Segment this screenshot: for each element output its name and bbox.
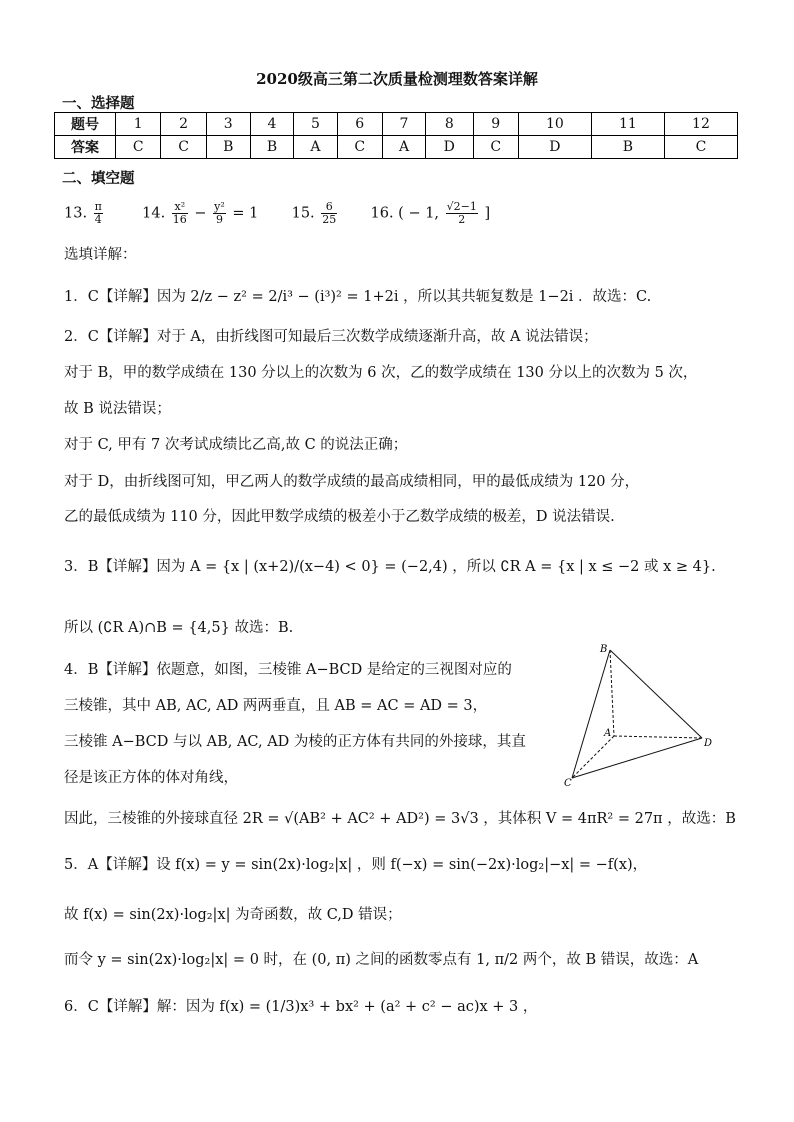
q14-minus: − — [194, 205, 207, 222]
table-row — [55, 113, 738, 136]
table-cell: D — [518, 136, 591, 159]
table-cell: 11 — [591, 113, 664, 136]
q16-fraction: $\frac{√2-1}{2}$ — [446, 200, 477, 226]
explain-line-6: 对于 D，由折线图可知，甲乙两人的数学成绩的最高成绩相同，甲的最低成绩为 120 分， — [64, 474, 640, 490]
explain-line-4: 故 B 说法错误； — [64, 401, 171, 417]
explain-line-16: 故 f(x) = sin(2x)·log₂|x| 为奇函数，故 C,D 错误； — [64, 907, 402, 923]
explain-line-10: 4．B【详解】依题意，如图，三棱锥 A−BCD 是给定的三视图对应的 — [64, 662, 512, 678]
page-title: 2020级高三第二次质量检测理数答案详解 — [256, 70, 538, 88]
table-cell: C — [116, 136, 161, 159]
table-cell: 8 — [426, 113, 473, 136]
q14-fraction-a: $\frac{\text{x²}}{16}$ — [172, 200, 187, 226]
table-cell: 4 — [250, 113, 294, 136]
edge-bd — [610, 650, 702, 738]
explain-line-2: 2．C【详解】对于 A，由折线图可知最后三次数学成绩逐渐升高，故 A 说法错误； — [64, 329, 598, 345]
section-choice-heading: 一、选择题 — [62, 95, 135, 112]
explain-line-8: 3．B【详解】因为 A = {x | (x+2)/(x−4) < 0} = (−2,4) ，所以 ∁R A = {x | x ≤ −2 或 x ≥ 4}. — [64, 559, 716, 575]
q16-suffix: ] — [484, 205, 491, 222]
table-header-cell: 题号 — [55, 113, 116, 136]
explain-line-18: 6．C【详解】解：因为 f(x) = (1/3)x³ + bx² + (a² + c² − ac)x + 3 ， — [64, 999, 538, 1015]
explain-line-3: 对于 B，甲的数学成绩在 130 分以上的次数为 6 次，乙的数学成绩在 130 分以上的次数为 5 次， — [64, 365, 698, 381]
table-cell: C — [473, 136, 518, 159]
table-cell: 10 — [518, 113, 591, 136]
q15-label: 15. — [291, 205, 315, 222]
table-cell: 9 — [473, 113, 518, 136]
table-cell: 2 — [161, 113, 206, 136]
explain-line-1: 1．C【详解】因为 2/z − z² = 2/i³ − (i³)² = 1+2i ，所以其共轭复数是 1−2i ．故选：C. — [64, 289, 652, 305]
explain-line-15: 5．A【详解】设 f(x) = y = sin(2x)·log₂|x| ，则 f(−x) = sin(−2x)·log₂|−x| = −f(x)， — [64, 857, 648, 873]
table-cell: 12 — [664, 113, 737, 136]
table-cell: 7 — [382, 113, 425, 136]
fill-answers — [64, 201, 490, 226]
explain-line-11: 三棱锥，其中 AB, AC, AD 两两垂直，且 AB = AC = AD = 3， — [64, 698, 488, 714]
explain-line-7: 乙的最低成绩为 110 分，因此甲数学成绩的极差小于乙数学成绩的极差，D 说法错误. — [64, 509, 615, 525]
vertex-label-d: D — [704, 738, 713, 749]
explain-line-14: 因此，三棱锥的外接球直径 2R = √(AB² + AC² + AD²) = 3√3 ，其体积 V = 4πR² = 27π ，故选：B — [64, 811, 736, 827]
explain-line-13: 径是该正方体的体对角线， — [64, 770, 238, 786]
table-cell: C — [337, 136, 382, 159]
vertex-label-a: A — [604, 728, 612, 739]
explain-line-12: 三棱锥 A−BCD 与以 AB, AC, AD 为棱的正方体有共同的外接球，其直 — [64, 734, 526, 750]
explain-line-17: 而令 y = sin(2x)·log₂|x| = 0 时，在 (0, π) 之间的函数零点有 1, π/2 两个，故 B 错误，故选：A — [64, 952, 699, 968]
q14-equals: = 1 — [232, 205, 259, 222]
table-cell: D — [426, 136, 473, 159]
table-cell: B — [250, 136, 294, 159]
explain-line-5: 对于 C, 甲有 7 次考试成绩比乙高,故 C 的说法正确； — [64, 437, 408, 453]
q13-fraction: $\frac{\pi}{4}$ — [94, 200, 102, 226]
table-cell: A — [294, 136, 337, 159]
tetrahedron-figure — [562, 640, 722, 790]
table-cell: 3 — [206, 113, 250, 136]
q14-label: 14. — [142, 205, 166, 222]
vertex-label-c: C — [564, 778, 572, 789]
table-cell: 6 — [337, 113, 382, 136]
section-fill-heading: 二、填空题 — [62, 170, 135, 187]
edge-ab — [610, 650, 614, 736]
table-row — [55, 136, 738, 159]
table-header-cell: 答案 — [55, 136, 116, 159]
table-cell: B — [591, 136, 664, 159]
q13-label: 13. — [64, 205, 88, 222]
table-cell: C — [664, 136, 737, 159]
edge-ad — [614, 736, 702, 738]
q15-fraction: $\frac{6}{25}$ — [322, 200, 337, 226]
q16-label: 16. — [370, 205, 394, 222]
answer-table — [54, 112, 738, 159]
explain-header: 选填详解： — [64, 247, 137, 263]
table-cell: 1 — [116, 113, 161, 136]
table-cell: A — [382, 136, 425, 159]
table-cell: 5 — [294, 113, 337, 136]
explain-line-9: 所以 (∁R A)∩B = {4,5} 故选：B. — [64, 620, 294, 636]
table-cell: B — [206, 136, 250, 159]
table-cell: C — [161, 136, 206, 159]
vertex-label-b: B — [600, 644, 608, 655]
q16-prefix: ( − 1, — [398, 205, 440, 222]
q14-fraction-b: $\frac{\text{y²}}{9}$ — [214, 200, 225, 226]
